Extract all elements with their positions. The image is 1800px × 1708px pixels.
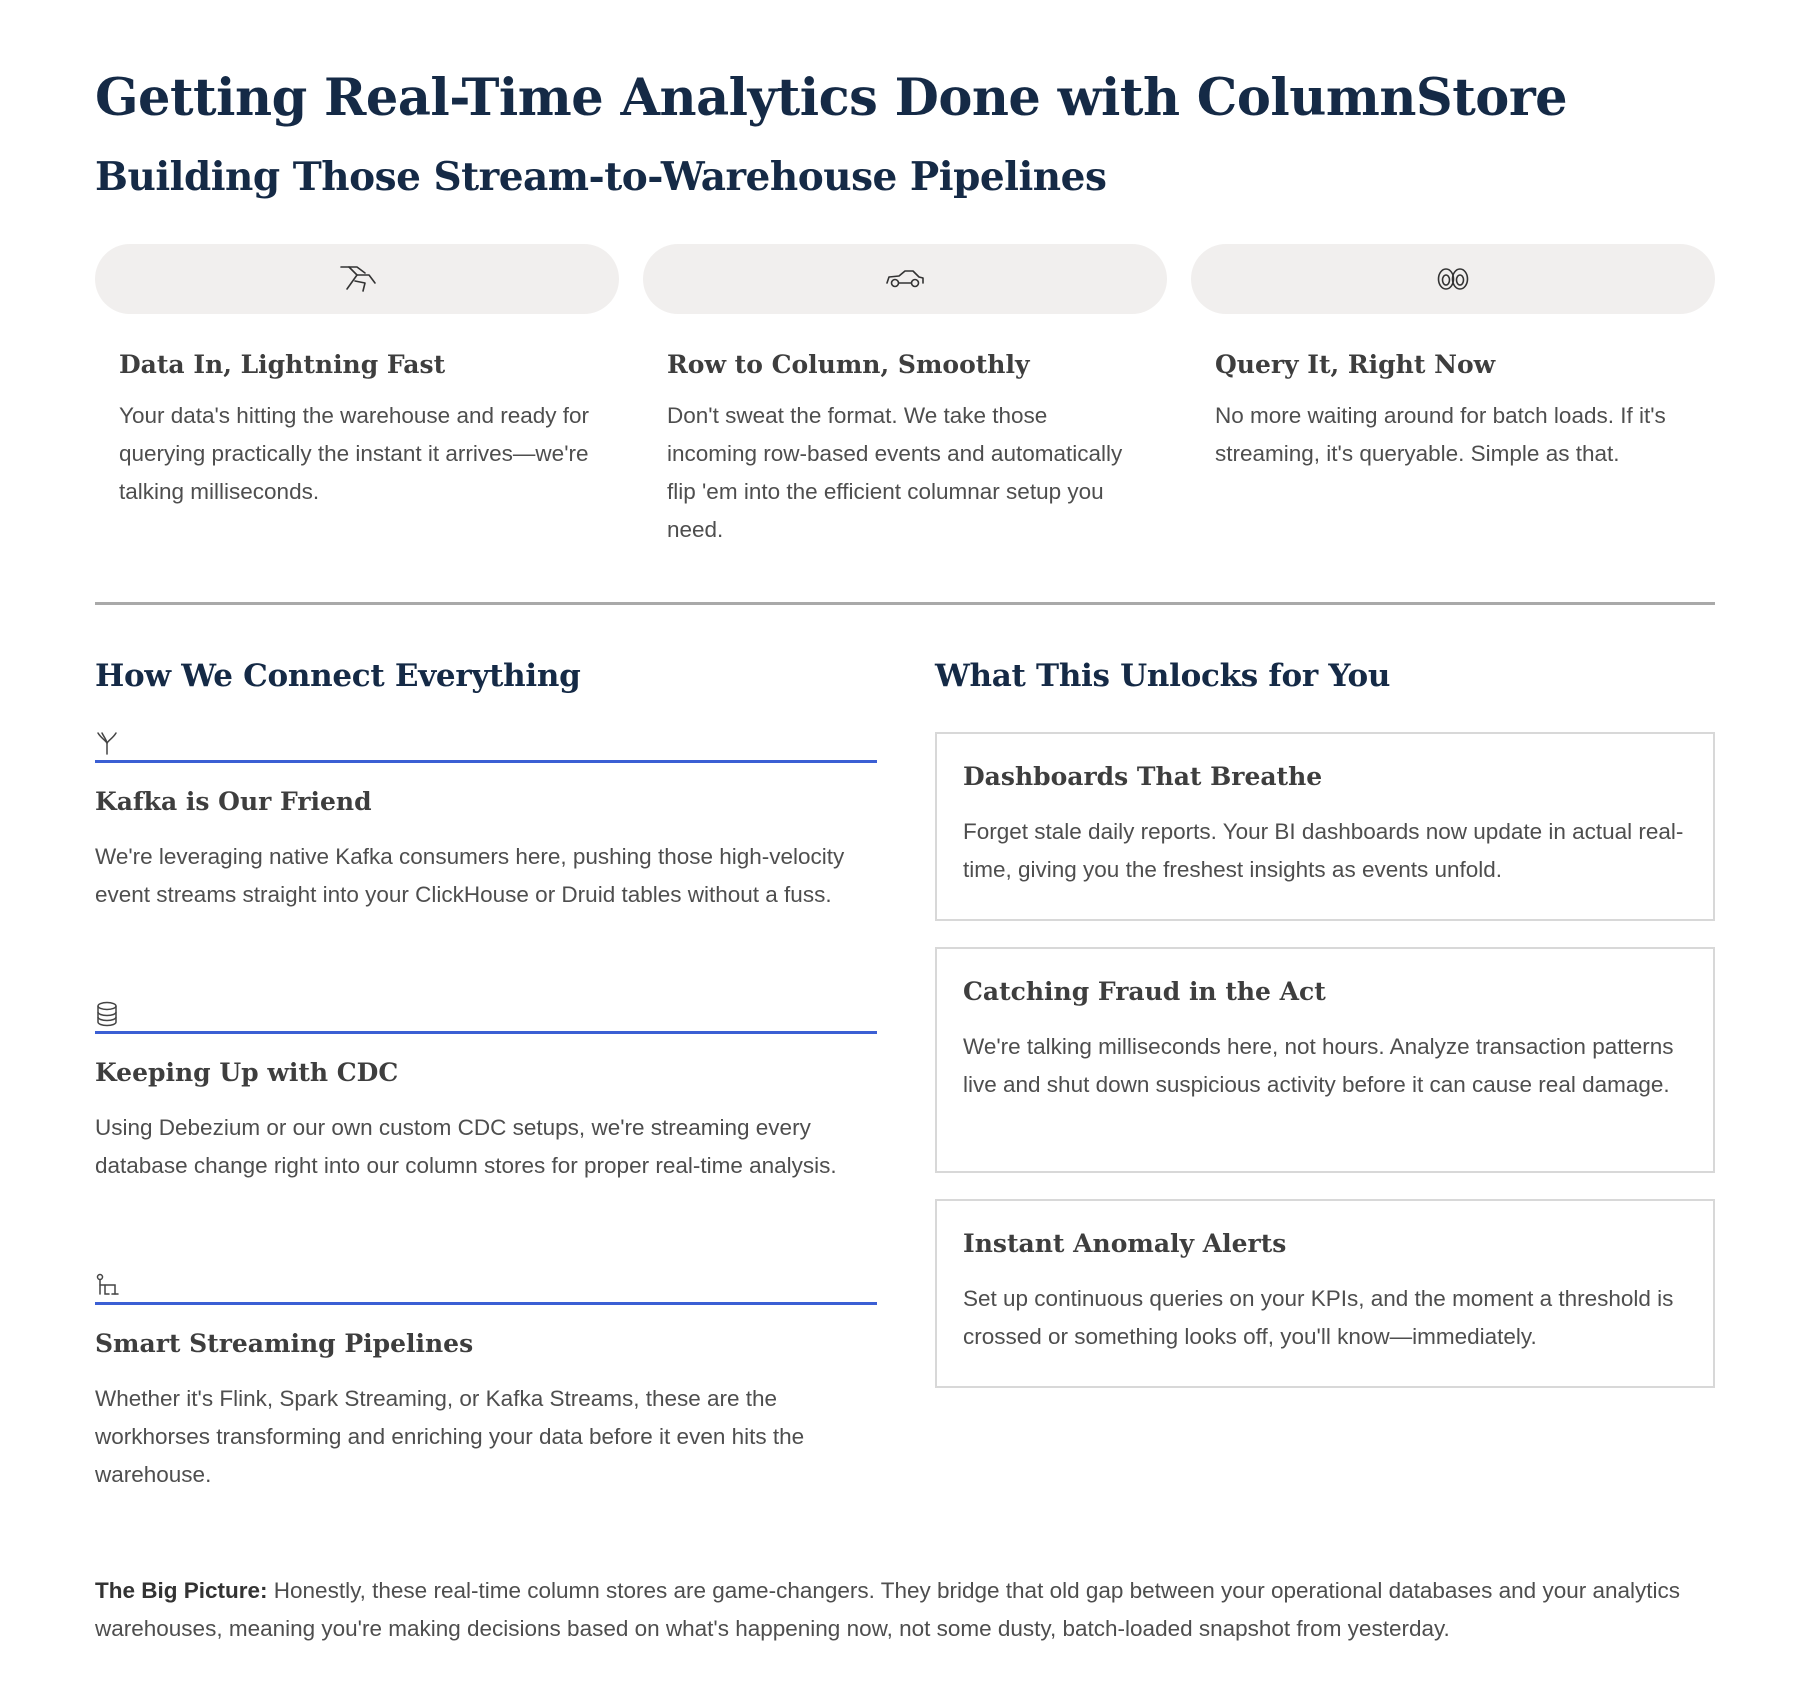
eyes-icon [1431,261,1475,297]
connector-title: Keeping Up with CDC [95,1058,399,1087]
section-divider [95,602,1715,605]
connect-section-title: How We Connect Everything [95,658,581,694]
feature-text: Don't sweat the format. We take those incoming row-based events and automatically flip 'em into the efficient columnar setup you need. [667,403,1123,542]
merge-icon [95,730,121,756]
sprint-icon [335,261,379,297]
benefit-text: Set up continuous queries on your KPIs, and the moment a threshold is crossed or something looks off, you'll know—immediately. [963,1286,1674,1349]
feature-text: No more waiting around for batch loads. If it's streaming, it's queryable. Simple as that. [1215,403,1666,466]
benefit-title: Catching Fraud in the Act [963,977,1326,1006]
accent-bar [95,1302,877,1305]
connect-section [95,658,877,1487]
database-icon [95,1001,121,1027]
unlocks-section [935,658,1715,1349]
connector-text: Whether it's Flink, Spark Streaming, or Kafka Streams, these are the workhorses transforming and enriching your data before it even hits the warehouse. [95,1386,805,1487]
benefit-title: Dashboards That Breathe [963,762,1323,791]
benefit-card [935,732,1715,921]
connector-text: We're leveraging native Kafka consumers here, pushing those high-velocity event streams straight into your ClickHouse or Druid tables without a fuss. [95,844,845,907]
accent-bar [95,760,877,763]
unlocks-section-title: What This Unlocks for You [935,658,1391,694]
feature-title: Data In, Lightning Fast [119,350,446,379]
accent-bar [95,1031,877,1034]
benefit-card [935,947,1715,1173]
benefit-text: Forget stale daily reports. Your BI dashboards now update in actual real-time, giving you the freshest insights as events unfold. [963,819,1684,882]
feature-card [95,244,619,511]
connector-title: Smart Streaming Pipelines [95,1329,474,1358]
benefit-card [935,1199,1715,1388]
feature-card [643,244,1167,549]
connector-item [95,1270,877,1494]
feature-icon-pill [1191,244,1715,314]
feature-text: Your data's hitting the warehouse and ready for querying practically the instant it arrives—we're talking milliseconds. [119,403,590,504]
feature-card [1191,244,1715,473]
pipeline-icon [95,1272,121,1298]
feature-title: Row to Column, Smoothly [667,350,1030,379]
connector-title: Kafka is Our Friend [95,787,372,816]
big-picture-label: The Big Picture: [95,1578,268,1603]
feature-icon-pill [643,244,1167,314]
big-picture-text: Honestly, these real-time column stores are game-changers. They bridge that old gap between your operational databases and your analytics warehouses, meaning you're making decisions based on what's happening now, not some dusty, batch-loaded snapshot from yesterday. [95,1578,1680,1641]
benefit-title: Instant Anomaly Alerts [963,1229,1287,1258]
benefit-text: We're talking milliseconds here, not hours. Analyze transaction patterns live and shut down suspicious activity before it can cause real damage. [963,1034,1674,1097]
feature-icon-pill [95,244,619,314]
page-subtitle: Building Those Stream-to-Warehouse Pipelines [95,154,1107,200]
connector-item [95,728,877,914]
feature-title: Query It, Right Now [1215,350,1496,379]
connector-text: Using Debezium or our own custom CDC setups, we're streaming every database change right into our column stores for proper real-time analysis. [95,1115,837,1178]
connector-item [95,999,877,1185]
car-icon [883,261,927,297]
big-picture-summary [95,1572,1725,1648]
page-title: Getting Real-Time Analytics Done with ColumnStore [95,68,1568,128]
